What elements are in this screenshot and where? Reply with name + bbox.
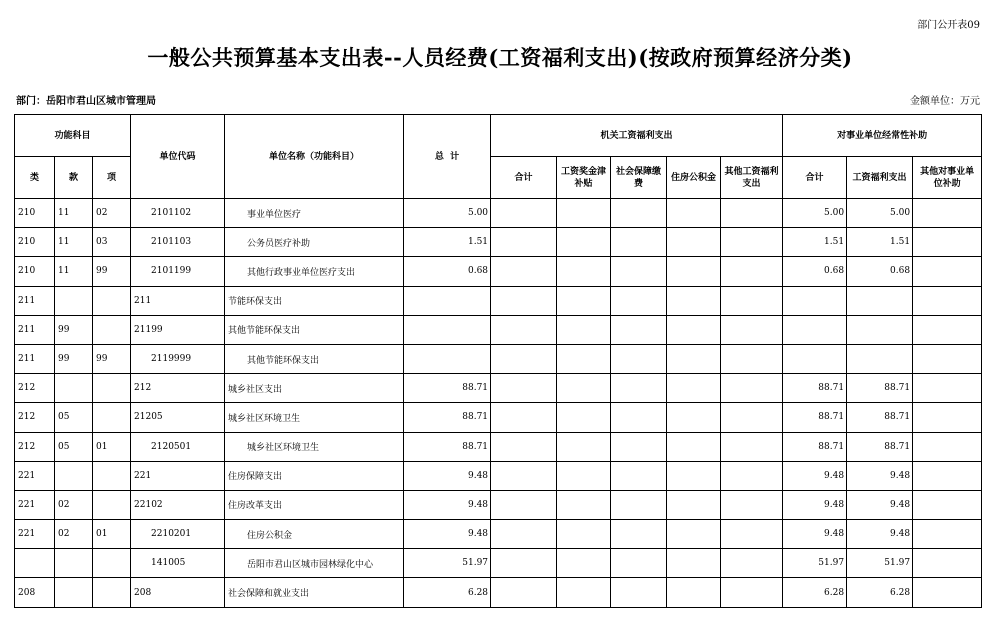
- cell-xiang: 03: [93, 228, 131, 257]
- cell-total: 9.48: [404, 461, 491, 490]
- cell-org-other: [721, 432, 783, 461]
- cell-unit-code: 2210201: [131, 520, 225, 549]
- cell-org-housing: [667, 403, 721, 432]
- cell-org-bonus: [557, 315, 611, 344]
- cell-total: 88.71: [404, 374, 491, 403]
- cell-xiang: 99: [93, 344, 131, 373]
- cell-inst-other: [913, 286, 982, 315]
- cell-inst-other: [913, 549, 982, 578]
- cell-unit-code: 22102: [131, 490, 225, 519]
- header-inst-total: 合计: [783, 157, 847, 199]
- cell-kuan: 05: [55, 432, 93, 461]
- cell-org-other: [721, 461, 783, 490]
- cell-unit-code: 2120501: [131, 432, 225, 461]
- table-row: [15, 461, 982, 490]
- cell-inst-wage: [847, 344, 913, 373]
- cell-kuan: [55, 286, 93, 315]
- cell-total: 51.97: [404, 549, 491, 578]
- cell-unit-name: 事业单位医疗: [225, 199, 404, 228]
- cell-inst-wage: 88.71: [847, 374, 913, 403]
- cell-inst-other: [913, 520, 982, 549]
- cell-inst-wage: 1.51: [847, 228, 913, 257]
- cell-inst-other: [913, 344, 982, 373]
- cell-xiang: [93, 403, 131, 432]
- header-org-bonus: 工资奖金津补贴: [557, 157, 611, 199]
- cell-org-social: [611, 257, 667, 286]
- cell-org-social: [611, 228, 667, 257]
- cell-org-total: [491, 432, 557, 461]
- cell-org-housing: [667, 490, 721, 519]
- header-unit-code: 单位代码: [131, 115, 225, 199]
- cell-unit-name: 城乡社区支出: [225, 374, 404, 403]
- cell-org-other: [721, 549, 783, 578]
- cell-lei: 210: [15, 199, 55, 228]
- cell-org-bonus: [557, 374, 611, 403]
- cell-kuan: 02: [55, 490, 93, 519]
- cell-org-total: [491, 228, 557, 257]
- cell-inst-wage: 9.48: [847, 490, 913, 519]
- cell-inst-total: [783, 286, 847, 315]
- cell-org-other: [721, 228, 783, 257]
- cell-unit-code: 21199: [131, 315, 225, 344]
- cell-kuan: [55, 549, 93, 578]
- cell-org-total: [491, 344, 557, 373]
- cell-inst-other: [913, 374, 982, 403]
- cell-org-bonus: [557, 549, 611, 578]
- cell-kuan: [55, 461, 93, 490]
- cell-org-other: [721, 403, 783, 432]
- cell-kuan: 11: [55, 257, 93, 286]
- cell-xiang: [93, 578, 131, 607]
- cell-unit-code: 2101102: [131, 199, 225, 228]
- cell-kuan: 05: [55, 403, 93, 432]
- cell-lei: 221: [15, 520, 55, 549]
- cell-org-social: [611, 490, 667, 519]
- cell-inst-wage: 88.71: [847, 403, 913, 432]
- cell-total: 6.28: [404, 578, 491, 607]
- cell-kuan: 99: [55, 315, 93, 344]
- cell-inst-wage: 0.68: [847, 257, 913, 286]
- cell-unit-name: 社会保障和就业支出: [225, 578, 404, 607]
- table-row: [15, 315, 982, 344]
- page-title: 一般公共预算基本支出表--人员经费(工资福利支出)(按政府预算经济分类): [147, 45, 853, 70]
- cell-org-housing: [667, 549, 721, 578]
- cell-unit-name: 节能环保支出: [225, 286, 404, 315]
- table-row: [15, 286, 982, 315]
- cell-kuan: 02: [55, 520, 93, 549]
- cell-inst-wage: 5.00: [847, 199, 913, 228]
- cell-org-total: [491, 490, 557, 519]
- cell-xiang: [93, 490, 131, 519]
- header-inst-other: 其他对事业单位补助: [913, 157, 982, 199]
- cell-inst-other: [913, 228, 982, 257]
- cell-unit-name: 住房保障支出: [225, 461, 404, 490]
- cell-lei: 211: [15, 315, 55, 344]
- cell-total: 0.68: [404, 257, 491, 286]
- cell-inst-total: 5.00: [783, 199, 847, 228]
- cell-unit-name: 公务员医疗补助: [225, 228, 404, 257]
- header-org-social: 社会保障缴费: [611, 157, 667, 199]
- cell-org-housing: [667, 461, 721, 490]
- header-org-group: 机关工资福利支出: [491, 115, 783, 157]
- cell-inst-total: 51.97: [783, 549, 847, 578]
- cell-inst-wage: 9.48: [847, 461, 913, 490]
- cell-inst-other: [913, 461, 982, 490]
- table-row: [15, 228, 982, 257]
- cell-unit-code: 2101103: [131, 228, 225, 257]
- table-row: [15, 490, 982, 519]
- cell-inst-total: 88.71: [783, 374, 847, 403]
- cell-org-bonus: [557, 461, 611, 490]
- cell-inst-total: 0.68: [783, 257, 847, 286]
- cell-org-total: [491, 578, 557, 607]
- amount-unit-label: 金额单位：万元: [910, 96, 980, 107]
- cell-org-total: [491, 520, 557, 549]
- cell-inst-other: [913, 199, 982, 228]
- cell-total: 9.48: [404, 520, 491, 549]
- cell-org-other: [721, 344, 783, 373]
- cell-org-social: [611, 520, 667, 549]
- table-row: [15, 257, 982, 286]
- cell-inst-wage: 6.28: [847, 578, 913, 607]
- header-inst-group: 对事业单位经常性补助: [783, 115, 982, 157]
- cell-lei: [15, 549, 55, 578]
- cell-inst-total: 88.71: [783, 403, 847, 432]
- header-inst-wage: 工资福利支出: [847, 157, 913, 199]
- cell-org-housing: [667, 315, 721, 344]
- cell-xiang: [93, 374, 131, 403]
- cell-inst-other: [913, 315, 982, 344]
- table-number-tag: 部门公开表09: [917, 20, 980, 31]
- cell-inst-other: [913, 257, 982, 286]
- cell-org-bonus: [557, 228, 611, 257]
- cell-org-social: [611, 461, 667, 490]
- cell-org-total: [491, 315, 557, 344]
- cell-inst-wage: [847, 286, 913, 315]
- table-row: [15, 520, 982, 549]
- cell-org-bonus: [557, 520, 611, 549]
- cell-org-bonus: [557, 432, 611, 461]
- cell-inst-other: [913, 490, 982, 519]
- cell-inst-total: [783, 315, 847, 344]
- cell-inst-total: 9.48: [783, 490, 847, 519]
- cell-inst-total: [783, 344, 847, 373]
- cell-unit-name: 其他行政事业单位医疗支出: [225, 257, 404, 286]
- cell-org-other: [721, 315, 783, 344]
- cell-total: [404, 344, 491, 373]
- cell-inst-total: 9.48: [783, 461, 847, 490]
- cell-xiang: 02: [93, 199, 131, 228]
- header-org-housing: 住房公积金: [667, 157, 721, 199]
- cell-org-housing: [667, 199, 721, 228]
- table-row: [15, 199, 982, 228]
- header-xiang: 项: [93, 157, 131, 199]
- cell-total: 88.71: [404, 432, 491, 461]
- cell-org-total: [491, 461, 557, 490]
- cell-lei: 211: [15, 344, 55, 373]
- cell-org-social: [611, 549, 667, 578]
- cell-org-total: [491, 374, 557, 403]
- cell-total: 9.48: [404, 490, 491, 519]
- cell-unit-code: 141005: [131, 549, 225, 578]
- table-row: [15, 374, 982, 403]
- cell-total: [404, 315, 491, 344]
- cell-unit-name: 其他节能环保支出: [225, 344, 404, 373]
- cell-xiang: 01: [93, 432, 131, 461]
- cell-unit-name: 城乡社区环境卫生: [225, 403, 404, 432]
- cell-org-bonus: [557, 578, 611, 607]
- cell-lei: 221: [15, 490, 55, 519]
- cell-org-bonus: [557, 199, 611, 228]
- cell-kuan: 99: [55, 344, 93, 373]
- cell-inst-other: [913, 432, 982, 461]
- cell-total: [404, 286, 491, 315]
- cell-org-bonus: [557, 257, 611, 286]
- cell-org-bonus: [557, 403, 611, 432]
- cell-unit-name: 其他节能环保支出: [225, 315, 404, 344]
- department-label: 部门：岳阳市君山区城市管理局: [16, 96, 156, 107]
- cell-org-housing: [667, 520, 721, 549]
- header-kuan: 款: [55, 157, 93, 199]
- table-row: [15, 432, 982, 461]
- cell-org-total: [491, 257, 557, 286]
- cell-org-social: [611, 374, 667, 403]
- cell-total: 1.51: [404, 228, 491, 257]
- cell-org-housing: [667, 257, 721, 286]
- cell-lei: 210: [15, 257, 55, 286]
- header-lei: 类: [15, 157, 55, 199]
- cell-lei: 208: [15, 578, 55, 607]
- cell-inst-wage: 51.97: [847, 549, 913, 578]
- cell-inst-total: 1.51: [783, 228, 847, 257]
- cell-org-housing: [667, 344, 721, 373]
- cell-org-other: [721, 520, 783, 549]
- cell-inst-total: 88.71: [783, 432, 847, 461]
- cell-org-other: [721, 578, 783, 607]
- cell-kuan: 11: [55, 199, 93, 228]
- cell-org-total: [491, 199, 557, 228]
- cell-xiang: [93, 315, 131, 344]
- cell-org-bonus: [557, 286, 611, 315]
- cell-org-social: [611, 432, 667, 461]
- cell-unit-code: 221: [131, 461, 225, 490]
- cell-xiang: [93, 461, 131, 490]
- cell-kuan: 11: [55, 228, 93, 257]
- cell-unit-code: 21205: [131, 403, 225, 432]
- cell-inst-total: 6.28: [783, 578, 847, 607]
- table-row: [15, 549, 982, 578]
- cell-org-housing: [667, 578, 721, 607]
- cell-org-total: [491, 286, 557, 315]
- header-func-subject: 功能科目: [15, 115, 131, 157]
- cell-lei: 211: [15, 286, 55, 315]
- cell-org-other: [721, 286, 783, 315]
- cell-xiang: 01: [93, 520, 131, 549]
- cell-kuan: [55, 578, 93, 607]
- header-total: 总 计: [404, 115, 491, 199]
- cell-org-social: [611, 315, 667, 344]
- cell-unit-code: 212: [131, 374, 225, 403]
- cell-org-bonus: [557, 344, 611, 373]
- cell-lei: 212: [15, 432, 55, 461]
- cell-org-housing: [667, 286, 721, 315]
- header-org-total: 合计: [491, 157, 557, 199]
- cell-org-social: [611, 199, 667, 228]
- cell-org-housing: [667, 228, 721, 257]
- cell-lei: 210: [15, 228, 55, 257]
- cell-total: 5.00: [404, 199, 491, 228]
- header-unit-name: 单位名称（功能科目）: [225, 115, 404, 199]
- cell-lei: 212: [15, 403, 55, 432]
- cell-org-social: [611, 344, 667, 373]
- cell-unit-name: 岳阳市君山区城市园林绿化中心: [225, 549, 404, 578]
- header-org-other: 其他工资福利支出: [721, 157, 783, 199]
- cell-unit-code: 2119999: [131, 344, 225, 373]
- cell-org-social: [611, 286, 667, 315]
- cell-org-social: [611, 578, 667, 607]
- cell-org-bonus: [557, 490, 611, 519]
- cell-inst-wage: 88.71: [847, 432, 913, 461]
- budget-table: [14, 114, 982, 608]
- cell-lei: 212: [15, 374, 55, 403]
- table-row: [15, 578, 982, 607]
- cell-org-housing: [667, 374, 721, 403]
- cell-org-social: [611, 403, 667, 432]
- cell-unit-name: 住房改革支出: [225, 490, 404, 519]
- cell-xiang: [93, 286, 131, 315]
- cell-inst-other: [913, 403, 982, 432]
- cell-xiang: 99: [93, 257, 131, 286]
- cell-inst-other: [913, 578, 982, 607]
- cell-kuan: [55, 374, 93, 403]
- cell-org-other: [721, 199, 783, 228]
- cell-total: 88.71: [404, 403, 491, 432]
- cell-unit-code: 208: [131, 578, 225, 607]
- cell-unit-name: 住房公积金: [225, 520, 404, 549]
- cell-org-housing: [667, 432, 721, 461]
- table-row: [15, 403, 982, 432]
- cell-xiang: [93, 549, 131, 578]
- cell-unit-name: 城乡社区环境卫生: [225, 432, 404, 461]
- cell-lei: 221: [15, 461, 55, 490]
- cell-org-other: [721, 374, 783, 403]
- cell-inst-wage: [847, 315, 913, 344]
- cell-unit-code: 2101199: [131, 257, 225, 286]
- table-row: [15, 344, 982, 373]
- cell-org-total: [491, 549, 557, 578]
- cell-org-total: [491, 403, 557, 432]
- cell-org-other: [721, 490, 783, 519]
- cell-inst-total: 9.48: [783, 520, 847, 549]
- cell-org-other: [721, 257, 783, 286]
- cell-inst-wage: 9.48: [847, 520, 913, 549]
- cell-unit-code: 211: [131, 286, 225, 315]
